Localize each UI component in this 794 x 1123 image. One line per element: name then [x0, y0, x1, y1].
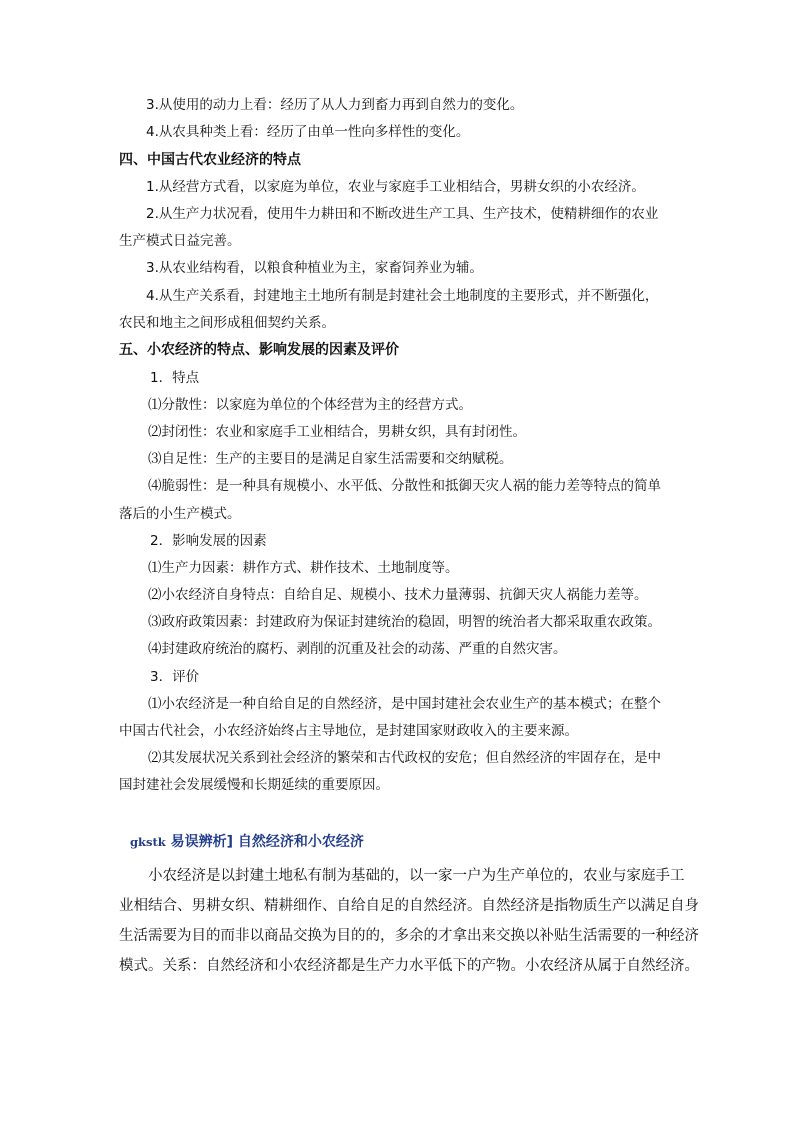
paragraph-line: 生活需要为目的而非以商品交换为目的的，多余的才拿出来交换以补贴生活需要的一种经济: [119, 928, 699, 944]
paragraph-line: 农民和地主之间形成租佃契约关系。: [119, 315, 335, 331]
paragraph-line: 业相结合、男耕女织、精耕细作、自给自足的自然经济。自然经济是指物质生产以满足自身: [119, 898, 699, 914]
paragraph-line: ⑴生产力因素：耕作方式、耕作技术、土地制度等。: [148, 560, 459, 576]
paragraph-line: 4.从农具种类上看：经历了由单一性向多样性的变化。: [146, 124, 470, 140]
analysis-title-text: 易误辨析] 自然经济和小农经济: [170, 834, 364, 850]
section-heading: 四、中国古代农业经济的特点: [119, 152, 301, 168]
paragraph-line: ⑷脆弱性：是一种具有规模小、水平低、分散性和抵御天灾人祸的能力差等特点的简单: [148, 478, 661, 494]
paragraph-line: ⑷封建政府统治的腐朽、剥削的沉重及社会的动荡、严重的自然灾害。: [148, 641, 567, 657]
paragraph-line: 模式。关系：自然经济和小农经济都是生产力水平低下的产物。小农经济从属于自然经济。: [119, 958, 699, 974]
paragraph-line: 3.从农业结构看，以粮食种植业为主，家畜饲养业为辅。: [146, 260, 483, 276]
paragraph-line: 中国古代社会，小农经济始终占主导地位，是封建国家财政收入的主要来源。: [119, 723, 578, 739]
paragraph-line: 1.从经营方式看，以家庭为单位，农业与家庭手工业相结合，男耕女织的小农经济。: [146, 179, 645, 195]
paragraph-line: 生产模式日益完善。: [119, 233, 241, 249]
paragraph-line: 国封建社会发展缓慢和长期延续的重要原因。: [119, 777, 389, 793]
subsection-label: 3．评价: [150, 669, 200, 685]
paragraph-line: ⑶政府政策因素：封建政府为保证封建统治的稳固，明智的统治者大都采取重农政策。: [148, 614, 661, 630]
paragraph-line: ⑴小农经济是一种自给自足的自然经济，是中国封建社会农业生产的基本模式；在整个: [148, 696, 661, 712]
subsection-label: 2．影响发展的因素: [150, 533, 267, 549]
analysis-tag: gkstk: [130, 835, 166, 849]
paragraph-line: ⑶自足性：生产的主要目的是满足自家生活需要和交纳赋税。: [148, 451, 513, 467]
paragraph-line: ⑵其发展状况关系到社会经济的繁荣和古代政权的安危；但自然经济的牢固存在，是中: [148, 750, 661, 766]
paragraph-line: 小农经济是以封建土地私有制为基础的，以一家一户为生产单位的，农业与家庭手工: [148, 868, 685, 884]
paragraph-line: 2.从生产力状况看，使用牛力耕田和不断改进生产工具、生产技术，使精耕细作的农业: [146, 206, 659, 222]
subsection-label: 1．特点: [150, 370, 200, 386]
section-heading: 五、小农经济的特点、影响发展的因素及评价: [119, 342, 399, 358]
analysis-heading: [130, 832, 364, 852]
paragraph-line: 落后的小生产模式。: [119, 506, 241, 522]
paragraph-line: ⑴分散性：以家庭为单位的个体经营为主的经营方式。: [148, 397, 472, 413]
paragraph-line: 3.从使用的动力上看：经历了从人力到畜力再到自然力的变化。: [146, 97, 524, 113]
paragraph-line: 4.从生产关系看，封建地主土地所有制是封建社会土地制度的主要形式，并不断强化，: [146, 288, 659, 304]
paragraph-line: ⑵封闭性：农业和家庭手工业相结合，男耕女织，具有封闭性。: [148, 424, 526, 440]
paragraph-line: ⑵小农经济自身特点：自给自足、规模小、技术力量薄弱、抗御天灾人祸能力差等。: [148, 587, 648, 603]
